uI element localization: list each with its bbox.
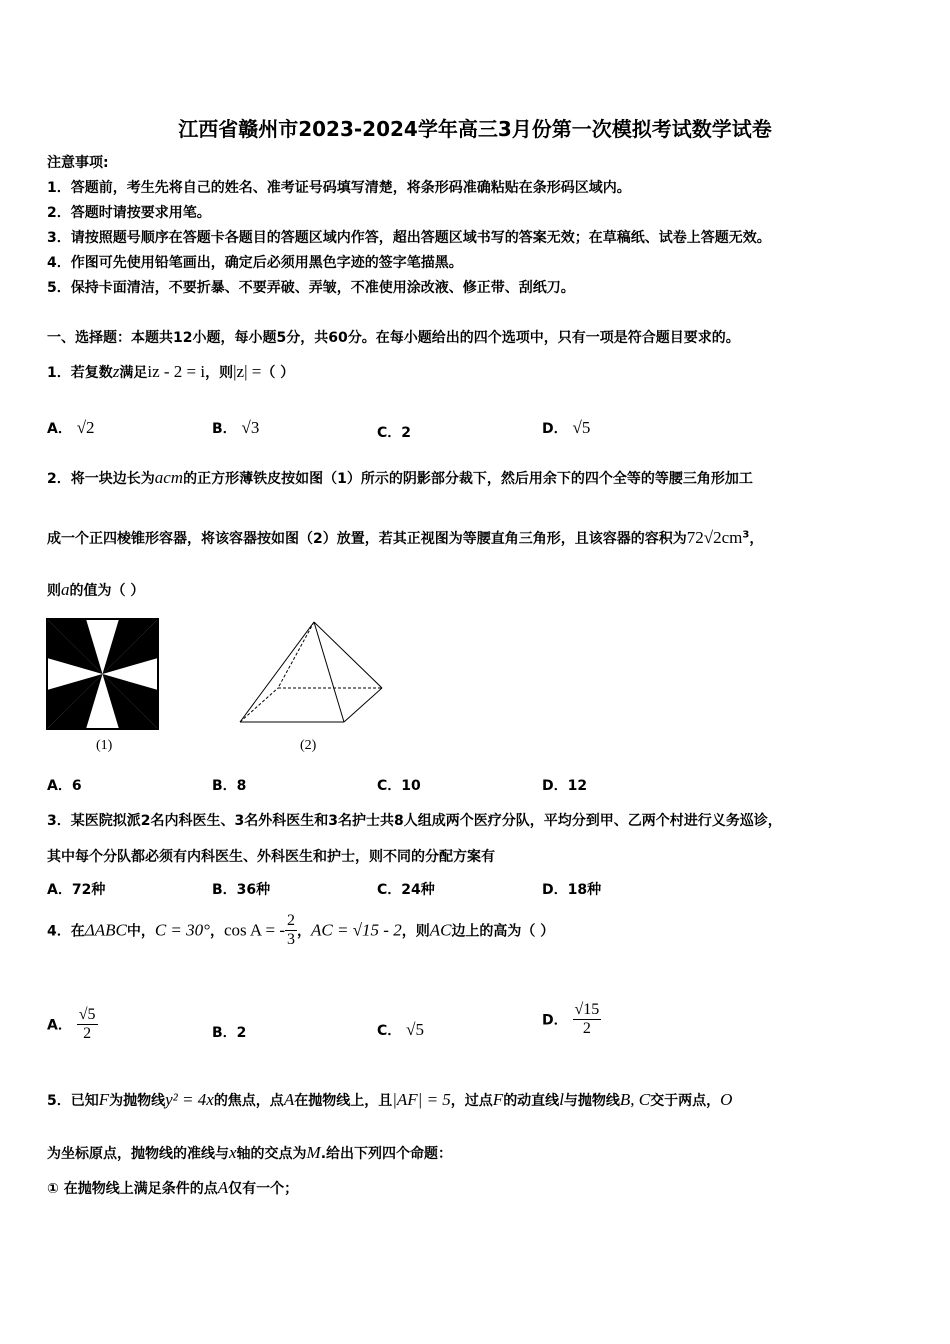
q3-option-c[interactable]: C．24种 xyxy=(377,882,435,898)
q4-option-a[interactable]: A． $\frac{√5}{2}$ xyxy=(47,1006,96,1042)
question-2-line1: 2．将一块边长为acm的正方形薄铁皮按如图（1）所示的阴影部分裁下，然后用余下的四个全等的等腰三角形加工 xyxy=(47,468,753,487)
q2-option-d[interactable]: D．12 xyxy=(542,778,588,794)
q3-option-d[interactable]: D．18种 xyxy=(542,882,602,898)
question-5-line1: 5．已知F为抛物线y² = 4x的焦点，点A在抛物线上，且|AF| = 5，过点F的动直线l与抛物线B, C交于两点，O xyxy=(47,1090,733,1109)
figure-1-square xyxy=(46,618,161,731)
q2-option-a[interactable]: A．6 xyxy=(47,778,82,794)
notice-item: 3．请按照题号顺序在答题卡各题目的答题区域内作答，超出答题区域书写的答案无效；在草稿纸、试卷上答题无效。 xyxy=(47,230,771,246)
page-title: 江西省赣州市2023-2024学年高三3月份第一次模拟考试数学试卷 xyxy=(178,117,772,141)
question-3-line2: 其中每个分队都必须有内科医生、外科医生和护士，则不同的分配方案有 xyxy=(47,849,495,865)
question-1: 1．若复数z满足iz - 2 = i，则|z| =（ ） xyxy=(47,362,295,381)
notice-heading: 注意事项: xyxy=(47,155,109,171)
figure-1-caption: (1) xyxy=(96,738,113,753)
question-5-line2: 为坐标原点，抛物线的准线与x轴的交点为M.给出下列四个命题： xyxy=(47,1143,453,1162)
q1-option-b[interactable]: B． √3 xyxy=(212,418,260,437)
question-5-claim-1: ① 在抛物线上满足条件的点A仅有一个； xyxy=(47,1178,299,1197)
q2-option-b[interactable]: B．8 xyxy=(212,778,247,794)
figure-2-caption: (2) xyxy=(300,738,317,753)
q4-option-c[interactable]: C． √5 xyxy=(377,1020,424,1039)
notice-item: 4．作图可先使用铅笔画出，确定后必须用黑色字迹的签字笔描黑。 xyxy=(47,255,463,271)
q3-option-a[interactable]: A．72种 xyxy=(47,882,106,898)
notice-item: 5．保持卡面清洁，不要折暴、不要弄破、弄皱，不准使用涂改液、修正带、刮纸刀。 xyxy=(47,280,575,296)
notice-item: 1．答题前，考生先将自己的姓名、准考证号码填写清楚，将条形码准确粘贴在条形码区域内。 xyxy=(47,180,631,196)
q2-option-c[interactable]: C．10 xyxy=(377,778,421,794)
q3-option-b[interactable]: B．36种 xyxy=(212,882,271,898)
q1-option-d[interactable]: D． √5 xyxy=(542,418,591,437)
section-heading: 一、选择题：本题共12小题，每小题5分，共60分。在每小题给出的四个选项中，只有一项是符合题目要求的。 xyxy=(47,330,740,346)
q4-option-b[interactable]: B．2 xyxy=(212,1025,247,1041)
question-2-line2: 成一个正四棱锥形容器，将该容器按如图（2）放置，若其正视图为等腰直角三角形，且该容器的容积为$72√2cm^3$， xyxy=(47,528,764,547)
q1-option-c[interactable]: C．2 xyxy=(377,425,412,441)
question-2-line3: 则a的值为（ ） xyxy=(47,580,145,599)
q4-option-d[interactable]: D． $\frac{√15}{2}$ xyxy=(542,1001,600,1037)
question-4: 4．在ΔABC中，C = 30°，cos A = - $\frac{2}{3}$ ，AC = √15 - 2，则AC边上的高为（ ） xyxy=(47,912,555,948)
figure-2-pyramid xyxy=(236,620,386,726)
question-3-line1: 3．某医院拟派2名内科医生、3名外科医生和3名护士共8人组成两个医疗分队，平均分到甲、乙两个村进行义务巡诊， xyxy=(47,813,782,829)
q1-option-a[interactable]: A． √2 xyxy=(47,418,95,437)
notice-item: 2．答题时请按要求用笔。 xyxy=(47,205,211,221)
